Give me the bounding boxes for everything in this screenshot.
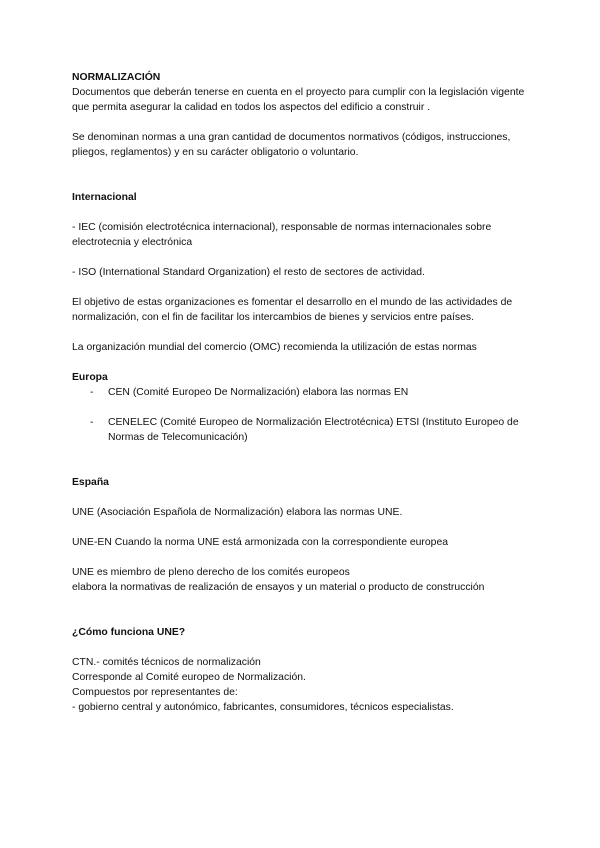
list-item <box>72 385 542 400</box>
section-heading-europa: Europa <box>72 372 108 383</box>
page-title: NORMALIZACIÓN <box>72 72 161 83</box>
iso-paragraph: - ISO (International Standard Organization) el resto de sectores de actividad. <box>72 267 425 278</box>
funciona-line: - gobierno central y autonómico, fabricantes, consumidores, técnicos especialistas. <box>72 702 454 713</box>
funciona-line: Corresponde al Comité europeo de Normalización. <box>72 672 306 683</box>
une-paragraph: UNE (Asociación Española de Normalización) elabora las normas UNE. <box>72 507 403 518</box>
miembro-line: UNE es miembro de pleno derecho de los comités europeos <box>72 567 350 578</box>
iec-paragraph: - IEC (comisión electrotécnica internacional), responsable de normas internacionales sobre electrotecnia y electrónica <box>72 222 492 248</box>
omc-paragraph: La organización mundial del comercio (OMC) recomienda la utilización de estas normas <box>72 342 477 353</box>
funciona-line: Compuestos por representantes de: <box>72 687 238 698</box>
section-heading-espana: España <box>72 477 109 488</box>
list-dash: - <box>90 387 94 398</box>
list-item-text: CENELEC (Comité Europeo de Normalización Electrotécnica) ETSI (Instituto Europeo de Normas de Telecomunicación) <box>108 417 519 443</box>
objetivo-paragraph: El objetivo de estas organizaciones es fomentar el desarrollo en el mundo de las actividades de normalización, con el fin de facilitar los intercambios de bienes y servicios entre países. <box>72 297 513 323</box>
intro-paragraph: Documentos que deberán tenerse en cuenta en el proyecto para cumplir con la legislación vigente que permita asegurar la calidad en todos los aspectos del edificio a construir . <box>72 87 525 113</box>
europa-list <box>72 385 542 445</box>
section-heading-funciona: ¿Cómo funciona UNE? <box>72 627 186 638</box>
section-heading-internacional: Internacional <box>72 192 137 203</box>
list-dash: - <box>90 417 94 428</box>
funciona-line: CTN.- comités técnicos de normalización <box>72 657 261 668</box>
miembro-line: elabora la normativas de realización de ensayos y un material o producto de construcción <box>72 582 485 593</box>
list-item-text: CEN (Comité Europeo De Normalización) elabora las normas EN <box>108 387 409 398</box>
list-item <box>72 415 542 445</box>
une-en-paragraph: UNE-EN Cuando la norma UNE está armonizada con la correspondiente europea <box>72 537 448 548</box>
definition-paragraph: Se denominan normas a una gran cantidad de documentos normativos (códigos, instrucciones, pliegos, reglamentos) y en su carácter obligatorio o voluntario. <box>72 132 511 158</box>
document-page <box>72 70 542 715</box>
